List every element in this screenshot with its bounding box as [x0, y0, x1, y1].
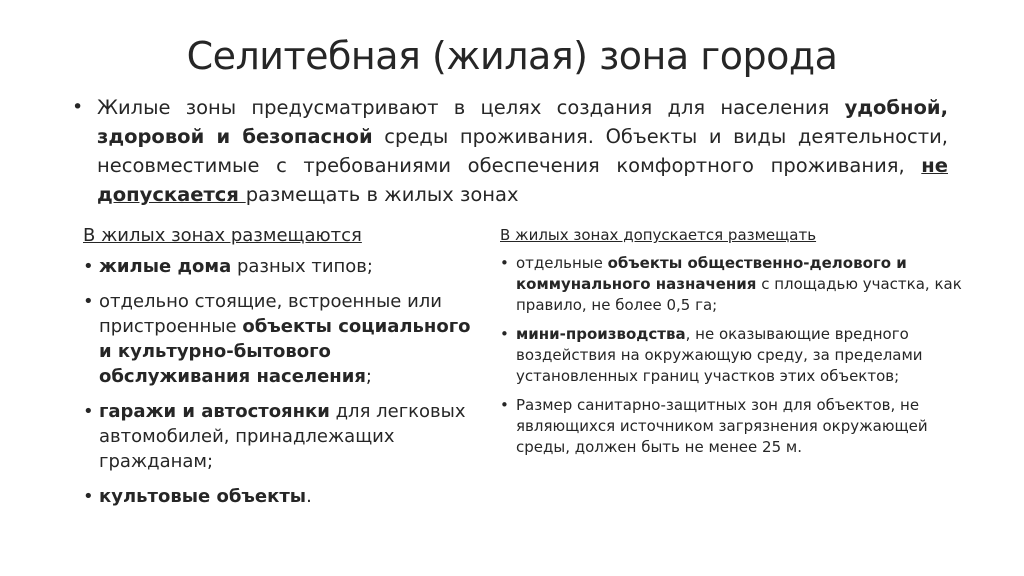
bullet-icon: •	[72, 96, 84, 118]
bullet-icon: •	[500, 396, 509, 414]
bullet-icon: •	[83, 256, 94, 277]
list-item: • культовые объекты.	[83, 486, 312, 507]
intro-paragraph	[72, 93, 948, 209]
intro-text-1: Жилые зоны предусматривают в целях создания для населения	[97, 96, 845, 119]
bullet-icon: •	[83, 401, 94, 422]
list-item: • гаражи и автостоянки для легковых автомобилей, принадлежащих гражданам;	[83, 401, 466, 472]
bullet-icon: •	[83, 291, 94, 312]
bullet-icon: •	[500, 254, 509, 272]
bullet-icon: •	[500, 325, 509, 343]
list-item: • мини-производства, не оказывающие вредного воздействия на окружающую среду, за пределами установленных границ участков этих объектов;	[500, 325, 923, 385]
intro-bold-1: удобной, здоровой и безопасной	[97, 96, 948, 148]
intro-text-3: размещать в жилых зонах	[245, 183, 519, 206]
list-item: • жилые дома разных типов;	[83, 256, 373, 277]
right-heading: В жилых зонах допускается размещать	[500, 226, 817, 244]
intro-text-2: среды проживания. Объекты и виды деятельности, несовместимые с требованиями обеспечения комфортного проживания,	[97, 125, 949, 177]
list-item: • Размер санитарно-защитных зон для объектов, не являющихся источником загрязнения окружающей среды, должен быть не менее 25 м.	[500, 396, 928, 456]
list-item: • отдельно стоящие, встроенные или пристроенные объекты социального и культурно-бытового обслуживания населения;	[83, 291, 471, 387]
left-column	[83, 223, 483, 519]
left-list	[83, 254, 483, 509]
left-heading: В жилых зонах размещаются	[83, 225, 362, 246]
page-title: Селитебная (жилая) зона города	[186, 34, 838, 78]
list-item: • отдельные объекты общественно-делового и коммунального назначения с площадью участка, как правило, не более 0,5 га;	[500, 254, 962, 314]
right-column	[500, 225, 970, 466]
bullet-icon: •	[83, 486, 94, 507]
right-list	[500, 253, 970, 458]
intro-bold-2: не допускается	[97, 154, 948, 206]
